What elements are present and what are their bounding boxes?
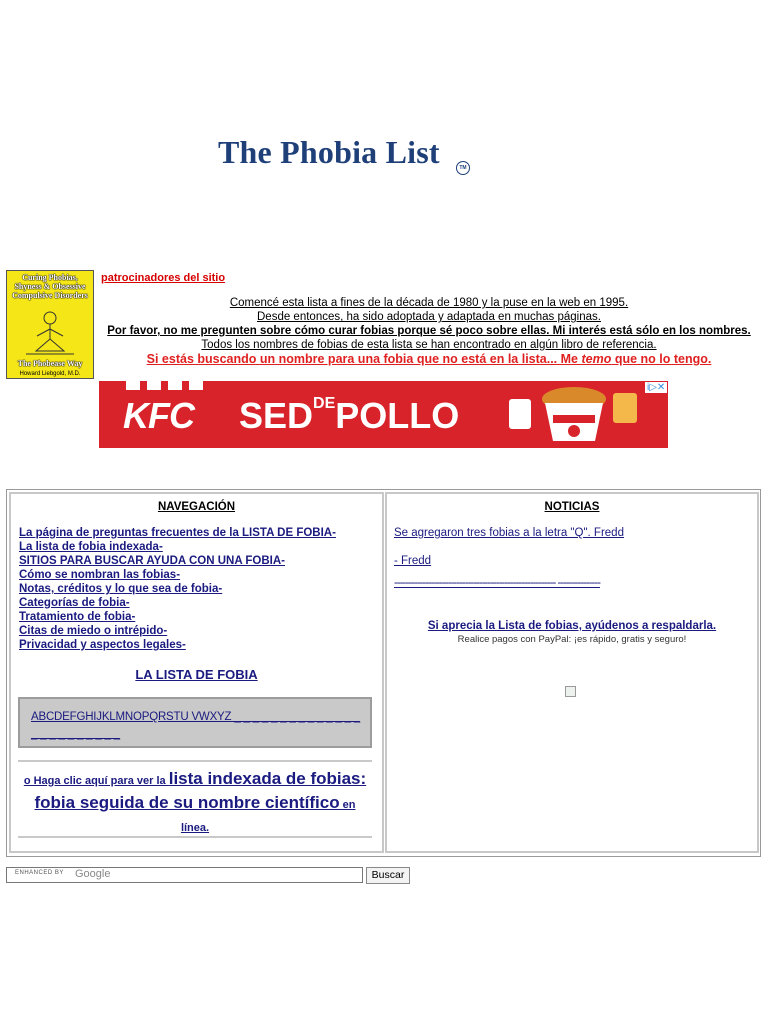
intro-line-5: [99, 352, 759, 366]
chicken-bucket-image: [539, 385, 609, 443]
broken-image-icon: [565, 686, 576, 697]
phobia-list-heading[interactable]: LA LISTA DE FOBIA: [135, 667, 258, 682]
intro-line-3: Por favor, no me pregunten sobre cómo curar fobias porque sé poco sobre ellas. Mi interés está sólo en los nombres.: [107, 325, 751, 337]
intro-line-5-a: Si estás buscando un nombre para una fobia que no está en la lista... Me: [146, 352, 582, 366]
ad-choices-icon[interactable]: i▷✕: [647, 382, 666, 393]
kfc-stripes-decoration: [126, 381, 210, 390]
ad-headline-b: DE: [313, 395, 336, 412]
intro-line-5-c: que no lo tengo.: [611, 352, 712, 366]
book-title: Curing Phobias, Shyness & Obsessive Compulsive Disorders: [12, 273, 88, 300]
fries-image: [613, 393, 637, 423]
news-heading: NOTICIAS: [544, 501, 600, 513]
page-title: The Phobia List: [218, 134, 440, 170]
divider: [18, 836, 372, 838]
trademark-badge: TM: [456, 161, 470, 175]
indexed-list-prefix: o Haga clic aquí para ver la: [23, 775, 169, 787]
alphabet-box: [18, 697, 372, 748]
nav-link-privacy[interactable]: Privacidad y aspectos legales-: [19, 639, 186, 651]
book-subtitle: The Phobease Way: [17, 359, 83, 368]
google-logo: Google: [75, 868, 111, 880]
ad-headline-a: SED: [239, 395, 314, 436]
navigation-heading: NAVEGACIÓN: [157, 501, 236, 513]
intro-line-4: Todos los nombres de fobias de esta lista se han encontrado en algún libro de referencia.: [201, 339, 657, 351]
nav-link-faq[interactable]: La página de preguntas frecuentes de la LISTA DE FOBIA-: [19, 527, 336, 539]
news-item-2[interactable]: - Fredd: [394, 555, 432, 567]
intro-line-2: Desde entonces, ha sido adoptada y adaptada en muchas páginas.: [257, 311, 601, 323]
ad-headline: [239, 395, 459, 437]
drink-cup-image: [509, 399, 531, 429]
nav-link-naming[interactable]: Cómo se nombran las fobias-: [19, 569, 181, 581]
nav-link-quotes[interactable]: Citas de miedo o intrépido-: [19, 625, 168, 637]
news-panel: [385, 492, 759, 853]
indexed-list-link[interactable]: lista indexada de fobias: fobia seguida de su nombre científico: [34, 769, 367, 812]
ad-headline-c: POLLO: [335, 395, 460, 436]
divider: [18, 760, 372, 762]
paypal-button-image[interactable]: Realice pagos con PayPal: ¡es rápido, gratis y seguro!: [457, 634, 687, 645]
support-link[interactable]: Si aprecia la Lista de fobias, ayúdenos a respaldarla.: [427, 620, 717, 632]
nav-link-notes[interactable]: Notas, créditos y lo que sea de fobia-: [19, 583, 223, 595]
search-enhanced-label: ENHANCED BY: [15, 870, 64, 876]
sponsors-link[interactable]: patrocinadores del sitio: [101, 272, 226, 284]
alphabet-links[interactable]: ABCDEFGHIJKLMNOPQRSTU VWXYZ _ _ _ _ _ _ _ _ _ _ _ _ _ _ _ _ _ _ _ _ _ _ _ _: [31, 711, 361, 740]
kfc-logo: KFC: [123, 395, 194, 436]
book-author: Howard Liebgold, M.D.: [19, 371, 81, 377]
kfc-ad-banner[interactable]: [99, 381, 668, 448]
search-button[interactable]: Buscar: [366, 867, 410, 884]
intro-line-5-emphasis: temo: [581, 352, 612, 366]
nav-link-treatment[interactable]: Tratamiento de fobia-: [19, 611, 136, 623]
nav-link-indexed-list[interactable]: La lista de fobia indexada-: [19, 541, 163, 553]
intro-line-1: Comencé esta lista a fines de la década de 1980 y la puse en la web en 1995.: [229, 297, 629, 309]
meditating-figure-icon: [21, 309, 79, 357]
news-separator-link[interactable]: --------------------------------------------------------- ---------------: [394, 577, 600, 589]
news-item-1[interactable]: Se agregaron tres fobias a la letra "Q". Fredd: [394, 527, 624, 539]
indexed-list-promo: [22, 768, 368, 839]
nav-link-categories[interactable]: Categorías de fobia-: [19, 597, 130, 609]
search-input[interactable]: [6, 867, 363, 883]
nav-link-help-sites[interactable]: SITIOS PARA BUSCAR AYUDA CON UNA FOBIA-: [19, 555, 285, 567]
book-cover-image[interactable]: [6, 270, 94, 379]
indexed-list-suffix: en línea.: [180, 799, 356, 834]
